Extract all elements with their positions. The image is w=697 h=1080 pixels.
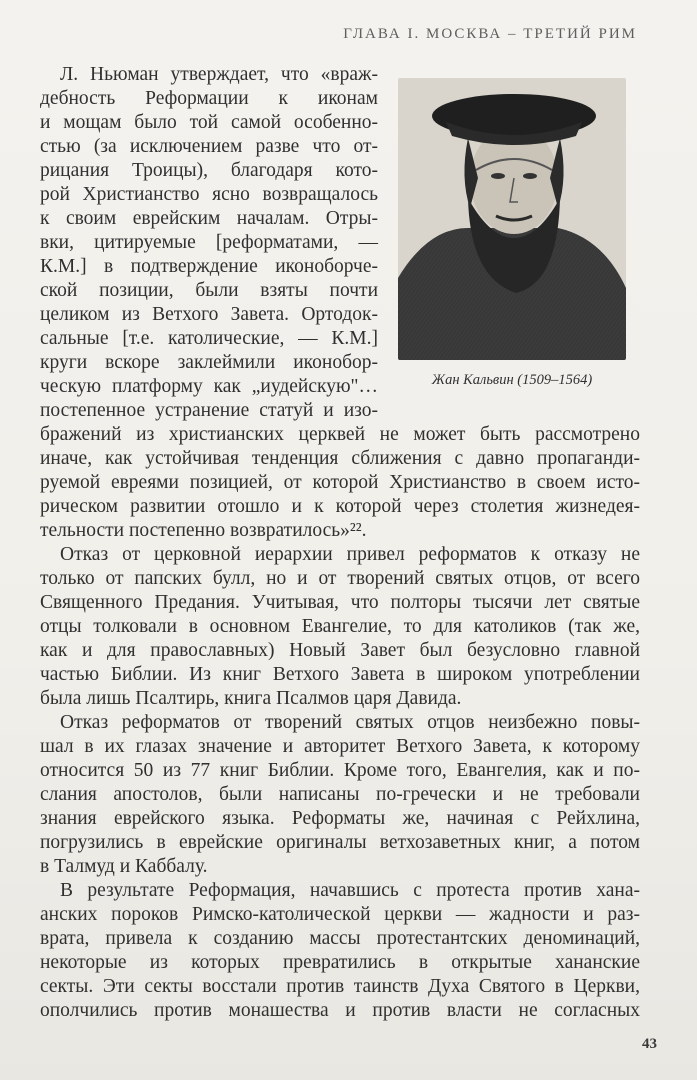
text-line: к своим еврейским началам. Отры- <box>40 208 378 229</box>
calvin-portrait-image <box>398 78 626 360</box>
text-line: рой Христианство ясно возвращалось <box>40 184 378 205</box>
text-line: ополчились против монашества и против власти не согласных <box>40 1000 640 1021</box>
text-line: В результате Реформация, начавшись с протеста против хана- <box>60 880 640 901</box>
text-line: в Талмуд и Каббалу. <box>40 856 208 877</box>
text-line: врата, привела к созданию массы протестантских деноминаций, <box>40 928 640 949</box>
text-line: относится 50 из 77 книг Библии. Кроме того, Евангелия, как и по- <box>40 760 640 781</box>
text-line: тельности постепенно возвратилось»²². <box>40 520 367 541</box>
text-line: стью (за исключением разве что от- <box>40 136 378 157</box>
text-line: К.М.] в подтверждение иконоборче- <box>40 256 378 277</box>
text-line: отцы толковали в основном Евангелие, то для католиков (так же, <box>40 616 640 637</box>
page-number: 43 <box>642 1036 657 1052</box>
text-line: частью Библии. Из книг Ветхого Завета в широком употреблении <box>40 664 640 685</box>
text-line: бражений из христианских церквей не может быть рассмотрено <box>40 424 640 445</box>
text-line: постепенное устранение статуй и изо- <box>40 400 378 421</box>
text-line: сальные [т.е. католические, — К.М.] <box>40 328 378 349</box>
text-line: Отказ реформатов от творений святых отцов неизбежно повы- <box>60 712 640 733</box>
portrait-engraving <box>398 78 626 360</box>
text-line: Священного Предания. Учитывая, что полторы тысячи лет святые <box>40 592 640 613</box>
text-line: Отказ от церковной иерархии привел реформатов к отказу не <box>60 544 640 565</box>
text-line: анских пороков Римско-католической церкви — жадности и раз- <box>40 904 640 925</box>
text-line: знания еврейского языка. Реформаты же, начиная с Рейхлина, <box>40 808 640 829</box>
text-line: руемой евреями позицией, от которой Христианство в своем исто- <box>40 472 640 493</box>
text-line: дебность Реформации к иконам <box>40 88 378 109</box>
text-line: ческую платформу как „иудейскую"… <box>40 376 378 397</box>
text-line: и мощам было той самой особенно- <box>40 112 378 133</box>
text-line: погрузились в еврейские оригиналы ветхозаветных книг, а потом <box>40 832 640 853</box>
text-line: была лишь Псалтирь, книга Псалмов царя Давида. <box>40 688 462 709</box>
text-line: как и для православных) Новый Завет был безусловно главной <box>40 640 640 661</box>
text-line: вки, цитируемые [реформатами, — <box>40 232 378 253</box>
text-line: рическом развитии отошло и к которой через столетия жизнедея- <box>40 496 640 517</box>
text-line: ской позиции, были взяты почти <box>40 280 378 301</box>
portrait-caption: Жан Кальвин (1509–1564) <box>431 372 593 388</box>
text-line: иначе, как устойчивая тенденция сближения с давно пропаганди- <box>40 448 640 469</box>
text-line: слания апостолов, были написаны по-гречески и не требовали <box>40 784 640 805</box>
text-line: шал в их глазах значение и авторитет Ветхого Завета, к которому <box>40 736 640 757</box>
text-line: рицания Троицы), благодаря кото- <box>40 160 378 181</box>
text-line: целиком из Ветхого Завета. Ортодок- <box>40 304 378 325</box>
running-header: ГЛАВА I. МОСКВА – ТРЕТИЙ РИМ <box>343 26 637 42</box>
text-line: круги вскоре заклеймили иконобор- <box>40 352 378 373</box>
text-line: некоторые из которых превратились в открытые хананские <box>40 952 640 973</box>
text-line: Л. Ньюман утверждает, что «враж- <box>60 64 378 85</box>
text-line: только от папских булл, но и от творений святых отцов, от всего <box>40 568 640 589</box>
text-line: секты. Эти секты восстали против таинств Духа Святого в Церкви, <box>40 976 640 997</box>
